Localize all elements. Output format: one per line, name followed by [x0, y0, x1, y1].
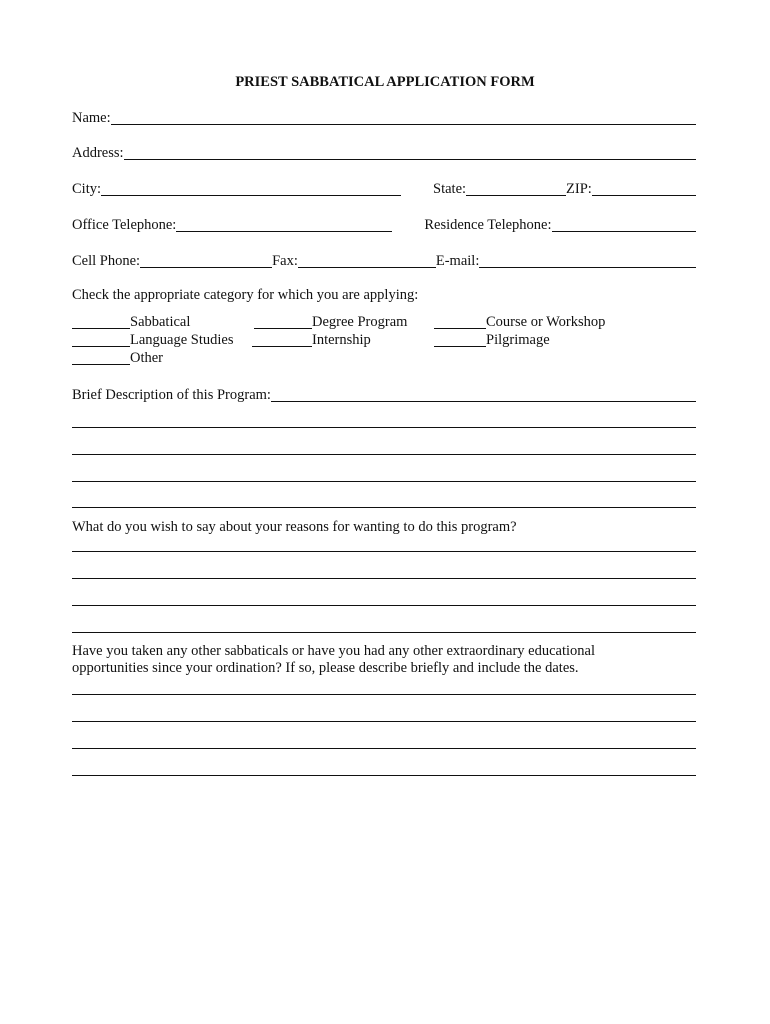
other-sabbaticals-line[interactable]	[72, 721, 696, 722]
zip-label: ZIP:	[566, 181, 592, 197]
city-field[interactable]	[101, 181, 401, 196]
category-label: Course or Workshop	[486, 314, 606, 330]
category-check-line[interactable]	[254, 316, 312, 329]
category-label: Internship	[312, 332, 371, 348]
zip-field[interactable]	[592, 181, 696, 196]
category-option[interactable]	[72, 349, 163, 366]
description-label: Brief Description of this Program:	[72, 387, 271, 403]
other-sabbaticals-line[interactable]	[72, 694, 696, 695]
category-check-line[interactable]	[72, 316, 130, 329]
fax-label: Fax:	[272, 253, 298, 269]
reasons-question: What do you wish to say about your reasons for wanting to do this program?	[72, 519, 517, 535]
category-option[interactable]	[72, 331, 234, 348]
cell-fax-email-row	[72, 251, 696, 269]
category-option[interactable]	[434, 331, 550, 348]
category-option[interactable]	[434, 313, 605, 330]
description-line[interactable]	[72, 507, 696, 508]
email-field[interactable]	[479, 253, 696, 268]
residence-telephone-field[interactable]	[552, 217, 696, 232]
category-option[interactable]	[254, 313, 407, 330]
name-field[interactable]	[111, 110, 696, 125]
category-option[interactable]	[72, 313, 190, 330]
name-row	[72, 108, 696, 126]
category-check-line[interactable]	[252, 334, 312, 347]
category-check-line[interactable]	[72, 334, 130, 347]
description-row	[72, 385, 696, 403]
city-label: City:	[72, 181, 102, 197]
cell-phone-field[interactable]	[140, 253, 272, 268]
telephone-row	[72, 215, 696, 233]
category-label: Pilgrimage	[486, 332, 550, 348]
category-label: Language Studies	[130, 332, 234, 348]
reasons-line[interactable]	[72, 605, 696, 606]
reasons-line[interactable]	[72, 632, 696, 633]
category-label: Sabbatical	[130, 314, 191, 330]
fax-field[interactable]	[298, 253, 436, 268]
category-label: Degree Program	[312, 314, 408, 330]
category-check-line[interactable]	[434, 334, 486, 347]
category-option[interactable]	[252, 331, 371, 348]
address-field[interactable]	[124, 145, 696, 160]
description-field[interactable]	[271, 387, 696, 402]
state-label: State:	[433, 181, 467, 197]
office-telephone-field[interactable]	[176, 217, 392, 232]
reasons-line[interactable]	[72, 578, 696, 579]
other-sabbaticals-line[interactable]	[72, 775, 696, 776]
address-label: Address:	[72, 145, 124, 161]
category-label: Other	[130, 350, 164, 366]
form-title: PRIEST SABBATICAL APPLICATION FORM	[235, 74, 535, 90]
category-check-line[interactable]	[434, 316, 486, 329]
email-label: E-mail:	[435, 253, 480, 269]
name-label: Name:	[72, 110, 111, 126]
residence-telephone-label: Residence Telephone:	[424, 217, 552, 233]
other-sabbaticals-question-line2: opportunities since your ordination? If so, please describe briefly and include the dates.	[72, 660, 579, 676]
category-check-line[interactable]	[72, 352, 130, 365]
cell-phone-label: Cell Phone:	[72, 253, 141, 269]
description-line[interactable]	[72, 454, 696, 455]
category-prompt: Check the appropriate category for which you are applying:	[72, 287, 419, 303]
address-row	[72, 143, 696, 161]
reasons-line[interactable]	[72, 551, 696, 552]
state-field[interactable]	[466, 181, 566, 196]
other-sabbaticals-line[interactable]	[72, 748, 696, 749]
office-telephone-label: Office Telephone:	[72, 217, 177, 233]
other-sabbaticals-question-line1: Have you taken any other sabbaticals or have you had any other extraordinary educational	[72, 643, 596, 659]
description-line[interactable]	[72, 427, 696, 428]
city-state-zip-row	[72, 179, 696, 197]
description-line[interactable]	[72, 481, 696, 482]
